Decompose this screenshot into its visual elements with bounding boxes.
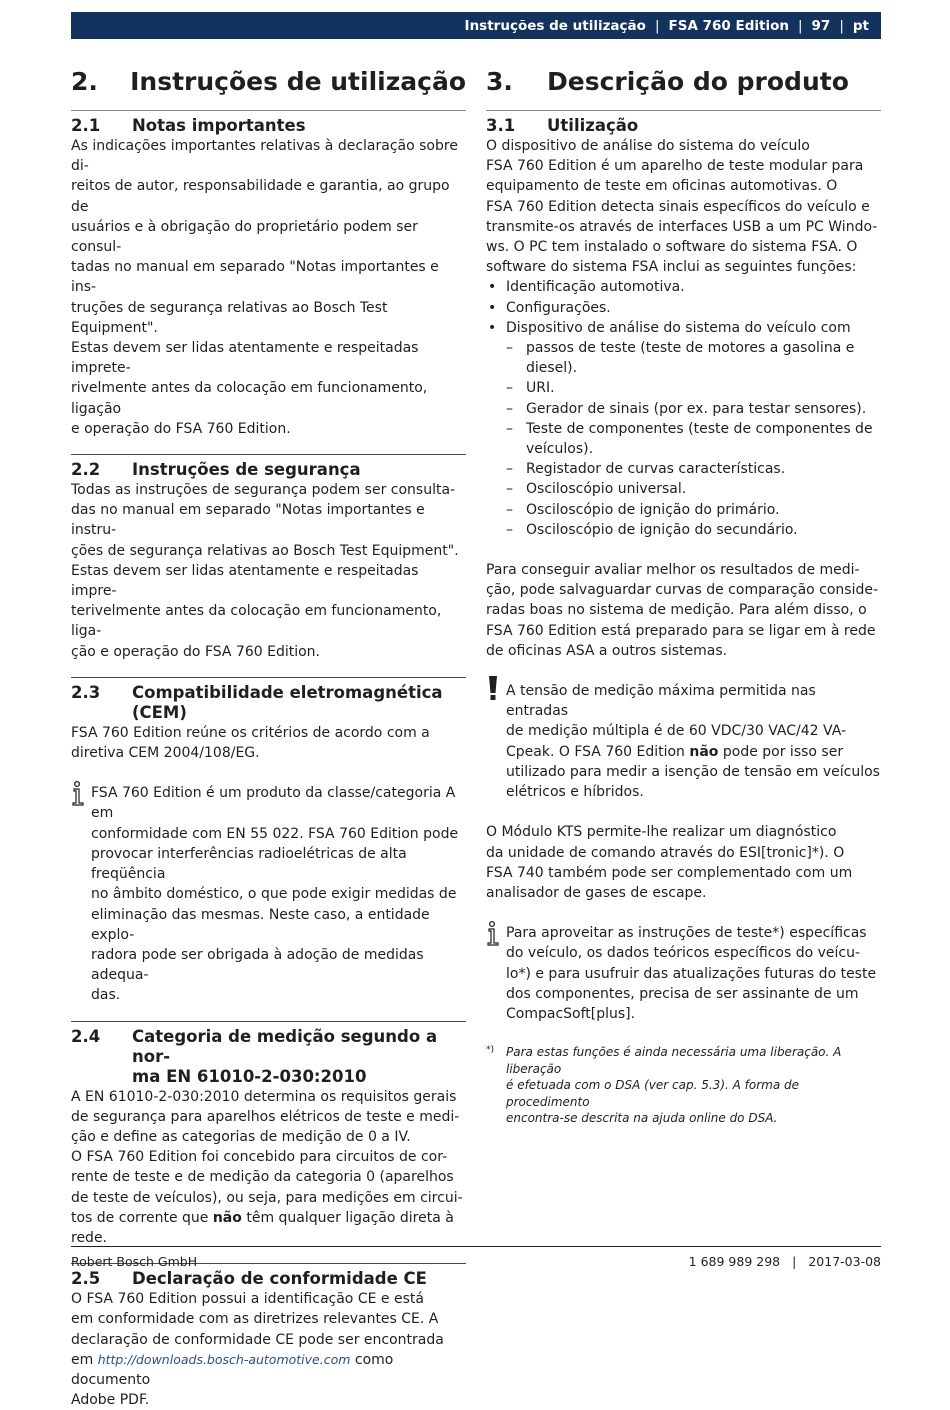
section-title: Declaração de conformidade CE (132, 1269, 427, 1289)
text-line: As indicações importantes relativas à declaração sobre di- (71, 138, 458, 175)
list-item-text: Dispositivo de análise do sistema do veículo com (506, 319, 851, 336)
list-item (486, 277, 881, 297)
footer-doc-number: 1 689 989 298 (688, 1254, 781, 1269)
footer-date: 2017-03-08 (808, 1254, 881, 1269)
text-line: terivelmente antes da colocação em funcionamento, liga- (71, 603, 442, 640)
text-line: O dispositivo de análise do sistema do veículo (486, 138, 810, 154)
section-divider (71, 454, 466, 455)
section-2-2 (71, 460, 466, 662)
text-line: diretiva CEM 2004/108/EG. (71, 745, 260, 762)
text-line: equipamento de teste em oficinas automotivas. O (486, 178, 838, 195)
text-line: conformidade com EN 55 022. FSA 760 Edition pode (91, 825, 459, 842)
header-separator: | (654, 17, 660, 34)
paragraph (486, 560, 881, 661)
list-item (486, 378, 881, 398)
text-line: utilizado para medir a isenção de tensão em veículos (506, 763, 880, 780)
text-line: rivelmente antes da colocação em funcionamento, ligação (71, 380, 428, 417)
text-line: dos componentes, precisa de ser assinante de um (506, 985, 859, 1002)
section-title-line: Compatibilidade eletromagnética (132, 682, 443, 702)
text-line: encontra-se descrita na ajuda online do DSA. (506, 1111, 778, 1126)
sub-function-list (486, 338, 881, 540)
section-title: Instruções de segurança (132, 460, 361, 480)
chapter-number: 2. (71, 67, 98, 96)
chapter-heading (486, 62, 881, 102)
text-line: ws. O PC tem instalado o software do sistema FSA. O (486, 239, 858, 256)
text-run: em (71, 1351, 98, 1368)
section-heading (71, 1027, 466, 1087)
text-line: Para aproveitar as instruções de teste*) específicas (506, 925, 867, 942)
text-line: tadas no manual em separado "Notas importantes e ins- (71, 259, 439, 296)
section-number: 2.1 (71, 116, 101, 135)
text-line: ção e operação do FSA 760 Edition. (71, 643, 320, 660)
section-2-1 (71, 116, 466, 439)
footnote-text (506, 1044, 881, 1127)
bullet-icon: • (488, 279, 497, 296)
section-number: 2.5 (71, 1269, 101, 1289)
function-list (486, 277, 881, 338)
section-2-5 (71, 1269, 466, 1410)
section-heading (71, 460, 466, 480)
list-item-text: Osciloscópio universal. (526, 481, 687, 498)
text-line: analisador de gases de escape. (486, 884, 707, 901)
text-line: Estas devem ser lidas atentamente e respeitadas impre- (71, 562, 419, 600)
text-line: Todas as instruções de segurança podem ser consulta- (71, 482, 456, 499)
section-2-3 (71, 683, 466, 1006)
header-language: pt (852, 17, 869, 34)
section-2-4 (71, 1027, 466, 1249)
list-item (486, 479, 881, 499)
section-title (132, 683, 466, 723)
section-body (71, 1289, 466, 1410)
text-line: Para estas funções é ainda necessária uma liberação. A liberação (506, 1045, 842, 1076)
header-product: FSA 760 Edition (668, 17, 789, 34)
text-line: Estas devem ser lidas atentamente e respeitadas imprete- (71, 340, 419, 377)
header-separator: | (797, 17, 803, 34)
text-line: FSA 760 Edition é um produto da classe/categoria A em (91, 785, 456, 822)
text-line: do veículo, os dados teóricos específicos do veícu- (506, 945, 861, 962)
section-divider (71, 677, 466, 678)
bullet-icon: • (488, 299, 497, 316)
section-title-line: ma EN 61010-2-030:2010 (132, 1066, 367, 1086)
text-line: O Módulo KTS permite-lhe realizar um diagnóstico (486, 824, 837, 841)
chapter-number: 3. (486, 67, 513, 96)
list-item-text: Configurações. (506, 299, 611, 316)
section-body (71, 1087, 466, 1249)
text-line: lo*) e para usufruir das atualizações futuras do teste (506, 965, 877, 982)
chapter-title: Descrição do produto (547, 67, 849, 96)
section-heading (486, 116, 881, 136)
text-line: no âmbito doméstico, o que pode exigir medidas de (91, 886, 457, 903)
page-header-bar (71, 12, 881, 39)
section-3-1 (486, 116, 881, 1127)
text-line: de teste de veículos), ou seja, para medições em circui- (71, 1189, 463, 1206)
list-item (486, 419, 881, 459)
footnote (486, 1044, 881, 1127)
dash-icon: – (506, 380, 513, 397)
footer-divider (71, 1246, 881, 1247)
section-number: 2.4 (71, 1026, 101, 1046)
download-link[interactable]: http://downloads.bosch-automotive.com (97, 1351, 351, 1367)
text-run: tos de corrente que (71, 1209, 213, 1226)
info-icon (71, 783, 91, 1005)
text-line: das no manual em separado "Notas importantes e instru- (71, 502, 425, 539)
text-line: O FSA 760 Edition possui a identificação CE e está (71, 1291, 424, 1308)
text-line: de medição múltipla é de 60 VDC/30 VAC/42 VA- (506, 723, 847, 740)
emphasis-text: não (212, 1209, 242, 1226)
text-line: de segurança para aparelhos elétricos de teste e medi- (71, 1108, 460, 1125)
text-line: A EN 61010-2-030:2010 determina os requisitos gerais (71, 1088, 457, 1105)
text-line: rede. (71, 1229, 108, 1246)
section-divider (71, 1021, 466, 1022)
dash-icon: – (506, 400, 513, 417)
text-line: Para conseguir avaliar melhor os resultados de medi- (486, 562, 860, 579)
list-item (486, 338, 881, 378)
text-line: FSA 740 também pode ser complementado com um (486, 864, 853, 881)
list-item (486, 318, 881, 338)
warning-icon (486, 681, 506, 802)
text-line: é efetuada com o DSA (ver cap. 5.3). A forma de procedimento (506, 1078, 800, 1109)
footer-separator: | (792, 1254, 797, 1269)
left-column (71, 62, 466, 1410)
header-separator: | (839, 17, 844, 34)
text-line (506, 742, 881, 762)
list-item (486, 459, 881, 479)
right-column (486, 62, 881, 1127)
info-note-text (91, 783, 466, 1005)
text-line: Adobe PDF. (71, 1392, 150, 1409)
dash-icon: – (506, 521, 513, 538)
text-line (71, 1350, 466, 1390)
list-item (486, 500, 881, 520)
text-line: rente de teste e de medição da categoria 0 (aparelhos (71, 1169, 454, 1186)
text-line: software do sistema FSA inclui as seguintes funções: (486, 259, 857, 276)
text-line: radas boas no sistema de medição. Para além disso, o (486, 602, 867, 619)
footer-doc-info (689, 1254, 881, 1269)
text-line: A tensão de medição máxima permitida nas entradas (506, 683, 816, 720)
header-section-title: Instruções de utilização (464, 17, 646, 34)
warning-note-text (506, 681, 881, 802)
list-item-text: Osciloscópio de ignição do primário. (526, 501, 780, 518)
list-item-text: veículos). (526, 441, 594, 458)
dash-icon: – (506, 501, 513, 518)
text-line: usuários e à obrigação do proprietário podem ser consul- (71, 218, 418, 256)
text-line: reitos de autor, responsabilidade e garantia, ao grupo de (71, 178, 450, 215)
text-line: transmite-os através de interfaces USB a um PC Windo- (486, 218, 878, 235)
dash-icon: – (506, 340, 513, 357)
list-item-text: URI. (526, 380, 555, 397)
text-line: ções de segurança relativas ao Bosch Test Equipment". (71, 542, 459, 559)
text-line: ção, pode salvaguardar curvas de comparação conside- (486, 582, 879, 599)
footer-company: Robert Bosch GmbH (71, 1254, 198, 1269)
text-line: elétricos e híbridos. (506, 784, 644, 801)
section-body (486, 136, 881, 277)
text-line: da unidade de comando através do ESI[tronic]*). O (486, 844, 845, 861)
page-footer (71, 1254, 881, 1269)
list-item (486, 298, 881, 318)
text-line: radora pode ser obrigada à adoção de medidas adequa- (91, 946, 424, 984)
section-title-line: (CEM) (132, 702, 187, 722)
text-line: das. (91, 987, 121, 1004)
section-title (132, 1027, 466, 1087)
text-run: têm qualquer ligação direta à (241, 1209, 454, 1226)
text-run: Cpeak. O FSA 760 Edition (506, 743, 690, 760)
text-line: declaração de conformidade CE pode ser encontrada (71, 1331, 444, 1348)
list-item-text: Registador de curvas características. (526, 461, 786, 478)
bullet-icon: • (488, 319, 497, 336)
header-page-number: 97 (811, 17, 831, 34)
text-line (71, 1208, 466, 1228)
warning-note (486, 681, 881, 802)
list-item-text: passos de teste (teste de motores a gasolina e (526, 340, 855, 357)
info-note (486, 923, 881, 1024)
text-line: O FSA 760 Edition foi concebido para circuitos de cor- (71, 1149, 448, 1166)
list-item-text: Teste de componentes (teste de componentes de (526, 420, 873, 437)
text-line: ção e define as categorias de medição de 0 a IV. (71, 1128, 411, 1145)
text-line: FSA 760 Edition está preparado para se ligar em à rede (486, 622, 876, 639)
paragraph (486, 822, 881, 903)
text-line: FSA 760 Edition reúne os critérios de acordo com a (71, 724, 430, 741)
text-run: como documento (71, 1351, 394, 1388)
text-line: FSA 760 Edition detecta sinais específicos do veículo e (486, 198, 870, 215)
footnote-mark: *) (486, 1045, 495, 1056)
chapter-title: Instruções de utilização (130, 67, 466, 96)
list-item-text: Identificação automotiva. (506, 279, 685, 296)
section-heading (71, 683, 466, 723)
section-body (71, 136, 466, 439)
text-line: FSA 760 Edition é um aparelho de teste modular para (486, 158, 864, 175)
list-item-text: Osciloscópio de ignição do secundário. (526, 521, 798, 538)
chapter-divider (71, 110, 466, 111)
text-line: de oficinas ASA a outros sistemas. (486, 642, 728, 659)
dash-icon: – (506, 461, 513, 478)
section-number: 3.1 (486, 116, 516, 135)
dash-icon: – (506, 481, 513, 498)
chapter-heading (71, 62, 466, 102)
list-item (486, 399, 881, 419)
emphasis-text: não (689, 743, 719, 760)
section-number: 2.3 (71, 682, 101, 702)
section-heading (71, 1269, 466, 1289)
text-line: CompacSoft[plus]. (506, 1005, 636, 1022)
section-body (71, 723, 466, 763)
dash-icon: – (506, 420, 513, 437)
section-body (71, 480, 466, 662)
section-title: Utilização (547, 116, 639, 135)
info-icon (486, 923, 506, 1024)
text-line: em conformidade com as diretrizes relevantes CE. A (71, 1311, 439, 1328)
list-item-text: diesel). (526, 360, 578, 377)
section-number: 2.2 (71, 460, 101, 480)
section-heading (71, 116, 466, 136)
text-line: provocar interferências radioelétricas de alta freqüência (91, 845, 407, 883)
list-item (486, 520, 881, 540)
info-note-text (506, 923, 881, 1024)
text-run: pode por isso ser (718, 743, 844, 760)
text-line: truções de segurança relativas ao Bosch Test Equipment". (71, 299, 388, 336)
chapter-divider (486, 110, 881, 111)
text-line: e operação do FSA 760 Edition. (71, 420, 291, 437)
text-line: eliminação das mesmas. Neste caso, a entidade explo- (91, 906, 430, 943)
section-title: Notas importantes (132, 116, 306, 135)
list-item-text: Gerador de sinais (por ex. para testar sensores). (526, 400, 867, 417)
info-note (71, 783, 466, 1005)
section-title-line: Categoria de medição segundo a nor- (132, 1026, 438, 1066)
